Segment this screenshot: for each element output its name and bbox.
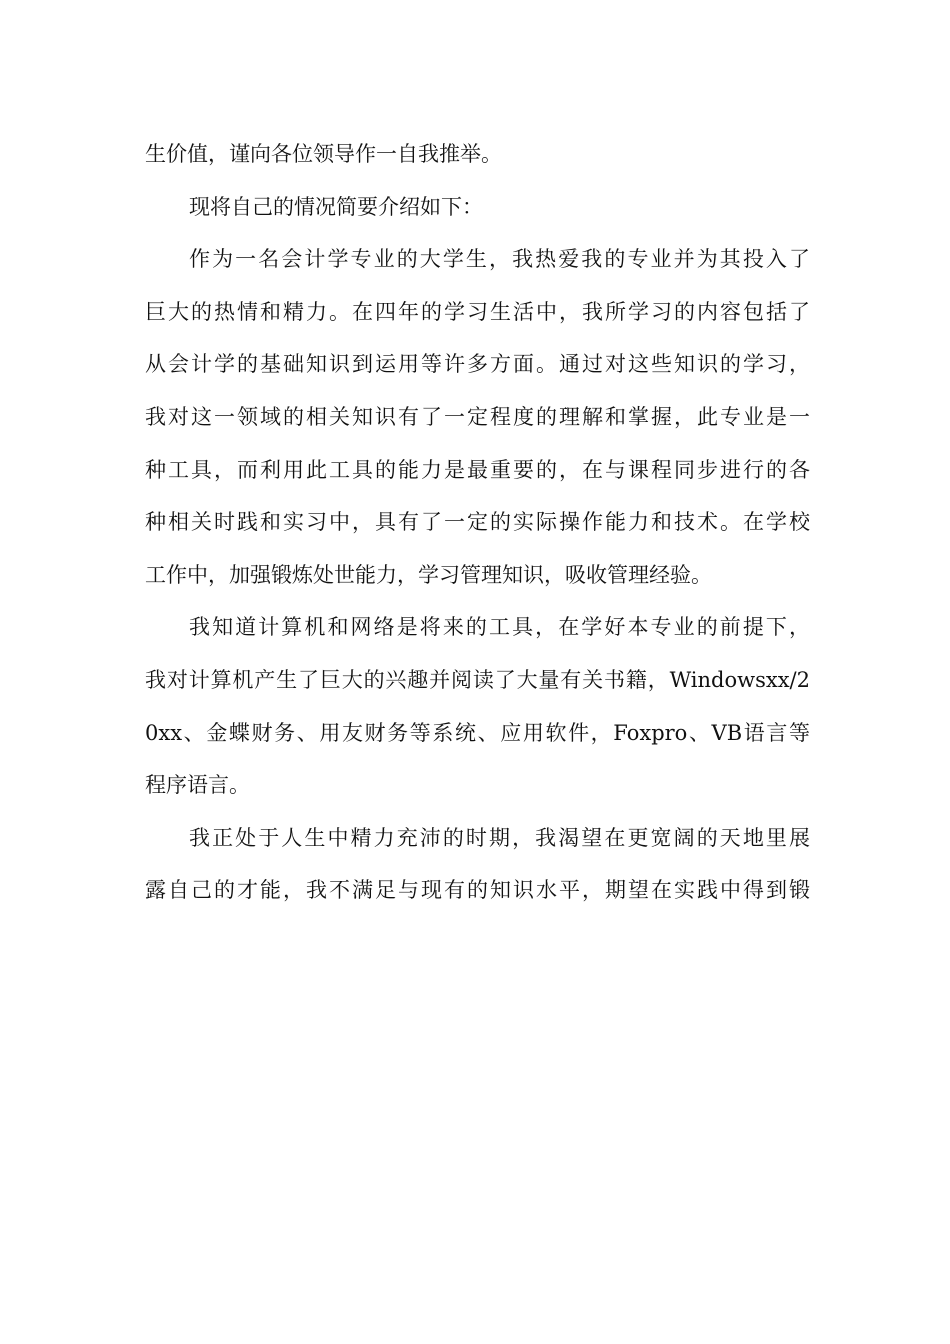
text-line: 程序语言。	[145, 773, 250, 798]
text-line: 我知道计算机和网络是将来的工具，在学好本专业的前提下，	[189, 615, 810, 640]
text-line: 作为一名会计学专业的大学生，我热爱我的专业并为其投入了	[189, 247, 810, 272]
text-line: 生价值，谨向各位领导作一自我推举。	[145, 142, 502, 166]
text-line: 种相关时践和实习中，具有了一定的实际操作能力和技术。在学校	[145, 510, 810, 535]
text-line: 我正处于人生中精力充沛的时期，我渴望在更宽阔的天地里展	[189, 825, 810, 850]
text-line: 露自己的才能，我不满足与现有的知识水平，期望在实践中得到锻	[145, 878, 810, 903]
text-line: 种工具，而利用此工具的能力是最重要的，在与课程同步进行的各	[145, 457, 810, 482]
document-body	[145, 128, 810, 917]
text-line: 工作中，加强锻炼处世能力，学习管理知识，吸收管理经验。	[145, 562, 712, 587]
text-line: 0xx、金蝶财务、用友财务等系统、应用软件，Foxpro、VB语言等	[145, 720, 810, 745]
text-line: 我对这一领域的相关知识有了一定程度的理解和掌握，此专业是一	[145, 404, 810, 429]
text-line: 现将自己的情况简要介绍如下：	[189, 194, 483, 219]
text-line: 巨大的热情和精力。在四年的学习生活中，我所学习的内容包括了	[145, 299, 810, 324]
text-line: 从会计学的基础知识到运用等许多方面。通过对这些知识的学习，	[145, 352, 810, 377]
text-line: 我对计算机产生了巨大的兴趣并阅读了大量有关书籍，Windowsxx/2	[145, 667, 810, 692]
